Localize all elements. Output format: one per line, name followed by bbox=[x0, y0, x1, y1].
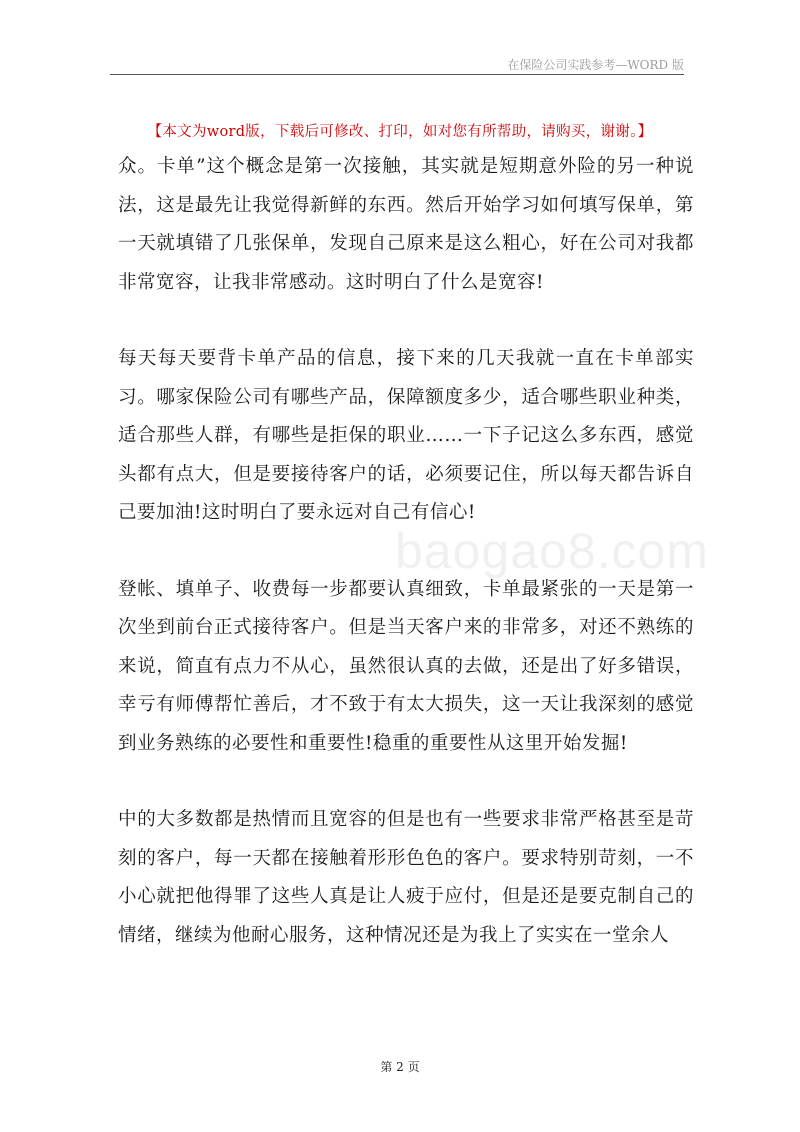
document-body bbox=[118, 148, 694, 955]
purchase-notice: 【本文为word版，下载后可修改、打印，如对您有所帮助，请购买，谢谢。】 bbox=[147, 124, 653, 140]
header-divider bbox=[110, 74, 684, 75]
paragraph-4: 中的大多数都是热情而且宽容的但是也有一些要求非常严格甚至是苛刻的客户，每一天都在接触着形形色色的客户。要求特别苛刻，一不小心就把他得罪了这些人真是让人疲于应付，但是还是要克制自己的情绪，继续为他耐心服务，这种情况还是为我上了实实在一堂余人 bbox=[118, 809, 694, 946]
page-number: 第 2 页 bbox=[380, 1060, 420, 1074]
paragraph-3: 登帐、填单子、收费每一步都要认真细致，卡单最紧张的一天是第一次坐到前台正式接待客户。但是当天客户来的非常多，对还不熟练的来说，简直有点力不从心，虽然很认真的去做，还是出了好多错误，幸亏有师傅帮忙善后，才不致于有太大损失，这一天让我深刻的感觉到业务熟练的必要性和重要性!稳重的重要性从这里开始发掘! bbox=[118, 578, 694, 754]
watermark: baogao8.com bbox=[395, 523, 710, 579]
paragraph-2: 每天每天要背卡单产品的信息，接下来的几天我就一直在卡单部实习。哪家保险公司有哪些产品，保障额度多少，适合哪些职业种类，适合那些人群，有哪些是拒保的职业……一下子记这么多东西，感觉头都有点大，但是要接待客户的话，必须要记住，所以每天都告诉自己要加油!这时明白了要永远对自己有信心! bbox=[118, 348, 694, 523]
paragraph-1: 众。卡单”这个概念是第一次接触，其实就是短期意外险的另一种说法，这是最先让我觉得新鲜的东西。然后开始学习如何填写保单，第一天就填错了几张保单，发现自己原来是这么粗心，好在公司对我都非常宽容，让我非常感动。这时明白了什么是宽容! bbox=[118, 156, 694, 293]
running-header: 在保险公司实践参考—WORD 版 bbox=[507, 58, 684, 72]
